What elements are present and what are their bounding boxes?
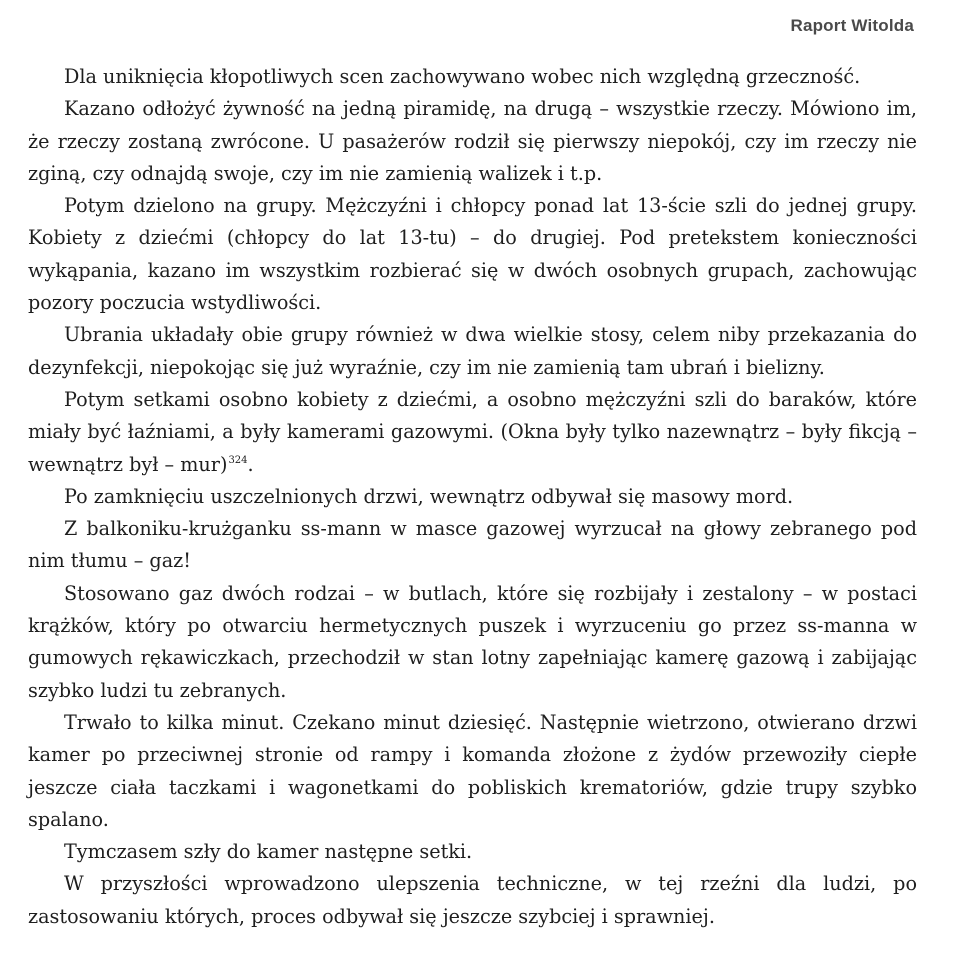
footnote-marker[interactable]: 324 [228, 455, 248, 467]
body-text [28, 61, 917, 933]
paragraph: Z balkoniku-krużganku ss-mann w masce gazowej wyrzucał na głowy zebranego pod nim tłumu – gaz! [28, 517, 917, 573]
paragraph: Ubrania układały obie grupy również w dwa wielkie stosy, celem niby przekazania do dezynfekcji, niepokojąc się już wyraźnie, czy im nie zamienią tam ubrań i bielizny. [28, 323, 917, 379]
paragraph: Dla uniknięcia kłopotliwych scen zachowywano wobec nich względną grzeczność. [64, 65, 861, 88]
running-header: Raport Witolda [790, 16, 914, 35]
paragraph-end-punctuation: . [247, 452, 254, 476]
paragraph-with-footnote [28, 384, 917, 481]
paragraph: Stosowano gaz dwóch rodzai – w butlach, które się rozbijały i zestalony – w postaci krążków, który po otwarciu hermetycznych puszek i wyrzuceniu go przez ss-manna w gumowych rękawiczkach, przechodził w stan lotny zapełniając kamerę gazową i zabijając szybko ludzi tu zebranych. [28, 581, 917, 702]
paragraph: Po zamknięciu uszczelnionych drzwi, wewnątrz odbywał się masowy mord. [64, 484, 794, 508]
paragraph-text: Potym setkami osobno kobiety z dziećmi, a osobno mężczyźni szli do baraków, które miały być łaźniami, a były kamerami gazowymi. (Okna były tylko nazewnątrz – były fikcją – wewnątrz był – mur) [28, 387, 917, 476]
paragraph: W przyszłości wprowadzono ulepszenia techniczne, w tej rzeźni dla ludzi, po zastosowaniu których, proces odbywał się jeszcze szybciej i sprawniej. [28, 872, 917, 928]
paragraph: Kazano odłożyć żywność na jedną piramidę, na drugą – wszystkie rzeczy. Mówiono im, że rzeczy zostaną zwrócone. U pasażerów rodził się pierwszy niepokój, czy im rzeczy nie zginą, czy odnajdą swoje, czy im nie zamienią walizek i t.p. [28, 97, 917, 185]
paragraph: Potym dzielono na grupy. Mężczyźni i chłopcy ponad lat 13-ście szli do jednej grupy. Kobiety z dziećmi (chłopcy do lat 13-tu) – do drugiej. Pod pretekstem konieczności wykąpania, kazano im wszystkim rozbierać się w dwóch osobnych grupach, zachowując pozory poczucia wstydliwości. [28, 194, 917, 315]
paragraph: Tymczasem szły do kamer następne setki. [64, 840, 473, 864]
paragraph: Trwało to kilka minut. Czekano minut dziesięć. Następnie wietrzono, otwierano drzwi kamer po przeciwnej stronie od rampy i komanda złożone z żydów przewoziły ciepłe jeszcze ciała taczkami i wagonetkami do pobliskich krematoriów, gdzie trupy szybko spalano. [28, 710, 917, 831]
